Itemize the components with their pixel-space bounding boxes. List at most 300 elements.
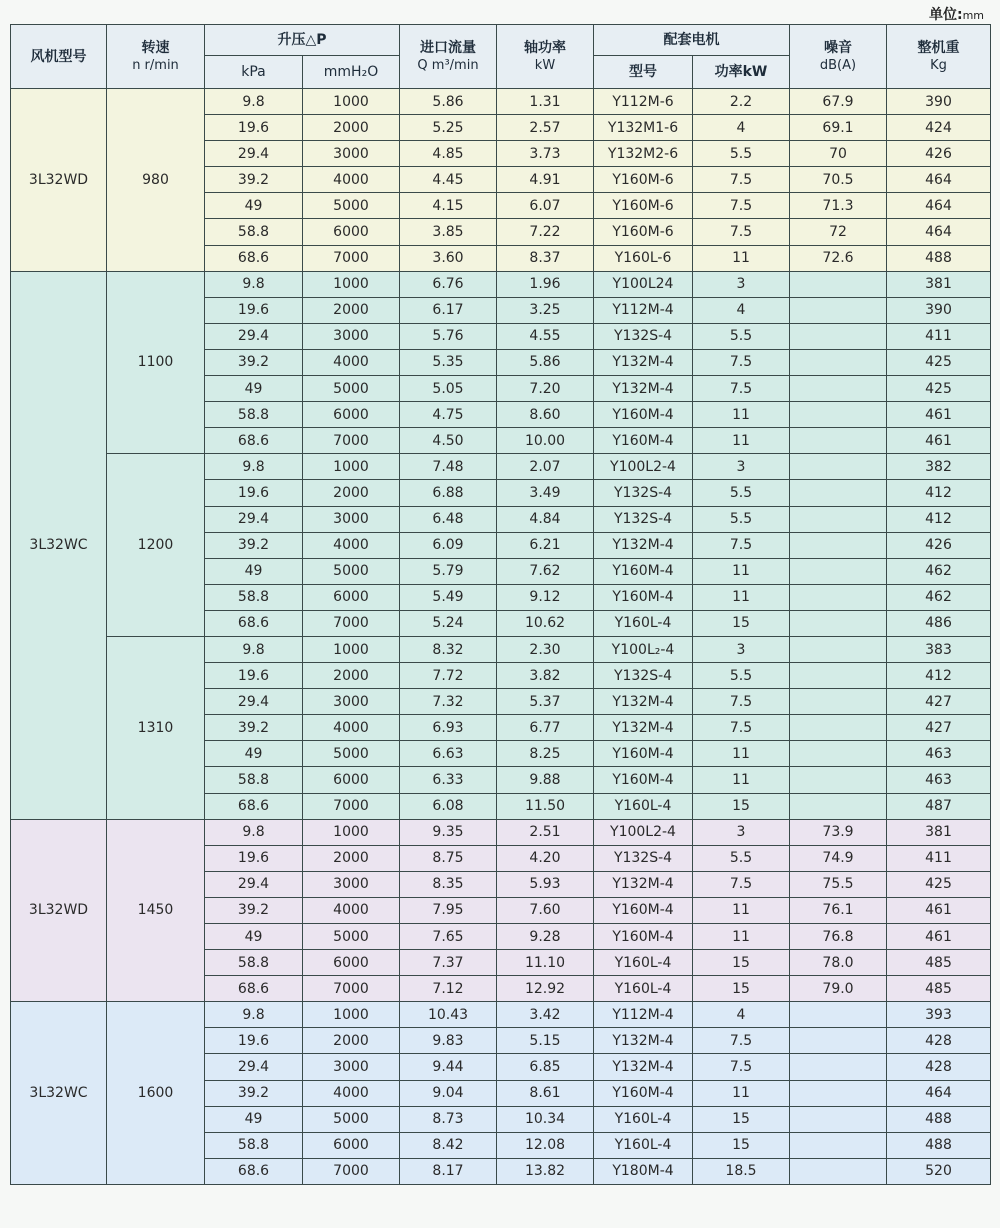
header-weight: 整机重 Kg bbox=[887, 25, 991, 89]
cell-shaft-power: 7.62 bbox=[497, 558, 594, 584]
cell-flow: 6.63 bbox=[400, 741, 497, 767]
cell-motor-power: 4 bbox=[693, 115, 790, 141]
cell-shaft-power: 1.31 bbox=[497, 89, 594, 115]
cell-pressure-mmh2o: 6000 bbox=[303, 584, 400, 610]
cell-noise bbox=[790, 1080, 887, 1106]
cell-pressure-kpa: 58.8 bbox=[205, 584, 303, 610]
cell-shaft-power: 8.37 bbox=[497, 245, 594, 271]
cell-weight: 390 bbox=[887, 89, 991, 115]
cell-shaft-power: 8.61 bbox=[497, 1080, 594, 1106]
cell-weight: 393 bbox=[887, 1002, 991, 1028]
cell-weight: 463 bbox=[887, 741, 991, 767]
cell-motor-power: 5.5 bbox=[693, 845, 790, 871]
cell-shaft-power: 10.00 bbox=[497, 428, 594, 454]
cell-weight: 461 bbox=[887, 897, 991, 923]
cell-motor-model: Y160M-4 bbox=[594, 897, 693, 923]
header-motor: 配套电机 bbox=[594, 25, 790, 56]
cell-flow: 6.09 bbox=[400, 532, 497, 558]
cell-pressure-mmh2o: 6000 bbox=[303, 1132, 400, 1158]
header-noise: 噪音 dB(A) bbox=[790, 25, 887, 89]
cell-weight: 461 bbox=[887, 402, 991, 428]
cell-motor-model: Y160M-4 bbox=[594, 428, 693, 454]
cell-pressure-kpa: 39.2 bbox=[205, 897, 303, 923]
header-speed: 转速 n r/min bbox=[107, 25, 205, 89]
cell-flow: 7.48 bbox=[400, 454, 497, 480]
cell-weight: 381 bbox=[887, 271, 991, 297]
cell-motor-power: 15 bbox=[693, 793, 790, 819]
cell-pressure-kpa: 68.6 bbox=[205, 793, 303, 819]
cell-motor-model: Y112M-4 bbox=[594, 1002, 693, 1028]
cell-speed: 1100 bbox=[107, 271, 205, 454]
cell-speed: 980 bbox=[107, 89, 205, 272]
cell-motor-power: 7.5 bbox=[693, 689, 790, 715]
cell-flow: 6.93 bbox=[400, 715, 497, 741]
cell-noise: 76.8 bbox=[790, 924, 887, 950]
cell-flow: 3.60 bbox=[400, 245, 497, 271]
cell-motor-power: 15 bbox=[693, 976, 790, 1002]
cell-flow: 5.05 bbox=[400, 376, 497, 402]
cell-pressure-kpa: 19.6 bbox=[205, 845, 303, 871]
header-pressure: 升压△P bbox=[205, 25, 400, 56]
cell-weight: 382 bbox=[887, 454, 991, 480]
cell-motor-power: 7.5 bbox=[693, 219, 790, 245]
cell-pressure-mmh2o: 6000 bbox=[303, 950, 400, 976]
cell-shaft-power: 9.12 bbox=[497, 584, 594, 610]
cell-motor-model: Y160L-4 bbox=[594, 610, 693, 636]
cell-pressure-mmh2o: 1000 bbox=[303, 89, 400, 115]
cell-weight: 424 bbox=[887, 115, 991, 141]
cell-model: 3L32WC bbox=[11, 271, 107, 819]
cell-motor-model: Y112M-6 bbox=[594, 89, 693, 115]
cell-shaft-power: 5.86 bbox=[497, 349, 594, 375]
cell-pressure-kpa: 68.6 bbox=[205, 976, 303, 1002]
cell-motor-model: Y160M-4 bbox=[594, 558, 693, 584]
cell-flow: 5.86 bbox=[400, 89, 497, 115]
cell-speed: 1310 bbox=[107, 636, 205, 819]
cell-noise bbox=[790, 271, 887, 297]
cell-motor-power: 2.2 bbox=[693, 89, 790, 115]
cell-motor-model: Y132S-4 bbox=[594, 663, 693, 689]
cell-shaft-power: 3.82 bbox=[497, 663, 594, 689]
cell-pressure-mmh2o: 6000 bbox=[303, 767, 400, 793]
cell-weight: 412 bbox=[887, 506, 991, 532]
cell-pressure-kpa: 39.2 bbox=[205, 167, 303, 193]
cell-pressure-kpa: 68.6 bbox=[205, 610, 303, 636]
cell-motor-model: Y132S-4 bbox=[594, 323, 693, 349]
cell-shaft-power: 8.60 bbox=[497, 402, 594, 428]
cell-weight: 425 bbox=[887, 871, 991, 897]
cell-motor-model: Y132S-4 bbox=[594, 845, 693, 871]
cell-flow: 10.43 bbox=[400, 1002, 497, 1028]
cell-weight: 486 bbox=[887, 610, 991, 636]
cell-pressure-kpa: 29.4 bbox=[205, 689, 303, 715]
cell-flow: 6.17 bbox=[400, 297, 497, 323]
cell-shaft-power: 9.88 bbox=[497, 767, 594, 793]
cell-model: 3L32WD bbox=[11, 89, 107, 272]
cell-flow: 9.83 bbox=[400, 1028, 497, 1054]
cell-pressure-kpa: 9.8 bbox=[205, 636, 303, 662]
cell-motor-model: Y160M-4 bbox=[594, 924, 693, 950]
cell-motor-power: 11 bbox=[693, 1080, 790, 1106]
cell-weight: 462 bbox=[887, 558, 991, 584]
cell-flow: 3.85 bbox=[400, 219, 497, 245]
cell-motor-power: 5.5 bbox=[693, 506, 790, 532]
cell-pressure-kpa: 58.8 bbox=[205, 402, 303, 428]
cell-noise bbox=[790, 584, 887, 610]
cell-noise bbox=[790, 428, 887, 454]
table-row bbox=[11, 454, 991, 480]
cell-pressure-kpa: 19.6 bbox=[205, 1028, 303, 1054]
cell-weight: 426 bbox=[887, 141, 991, 167]
cell-pressure-mmh2o: 5000 bbox=[303, 1106, 400, 1132]
cell-noise bbox=[790, 1132, 887, 1158]
cell-motor-model: Y112M-4 bbox=[594, 297, 693, 323]
cell-pressure-kpa: 58.8 bbox=[205, 1132, 303, 1158]
cell-weight: 425 bbox=[887, 376, 991, 402]
table-body bbox=[11, 89, 991, 1185]
cell-motor-power: 11 bbox=[693, 584, 790, 610]
cell-motor-power: 11 bbox=[693, 767, 790, 793]
cell-flow: 5.79 bbox=[400, 558, 497, 584]
cell-weight: 428 bbox=[887, 1028, 991, 1054]
cell-shaft-power: 3.73 bbox=[497, 141, 594, 167]
cell-motor-model: Y132M2-6 bbox=[594, 141, 693, 167]
cell-flow: 8.17 bbox=[400, 1158, 497, 1184]
cell-pressure-mmh2o: 3000 bbox=[303, 871, 400, 897]
cell-weight: 488 bbox=[887, 1106, 991, 1132]
cell-pressure-kpa: 29.4 bbox=[205, 1054, 303, 1080]
cell-shaft-power: 6.21 bbox=[497, 532, 594, 558]
cell-flow: 7.12 bbox=[400, 976, 497, 1002]
cell-flow: 7.65 bbox=[400, 924, 497, 950]
cell-pressure-mmh2o: 7000 bbox=[303, 1158, 400, 1184]
cell-flow: 4.50 bbox=[400, 428, 497, 454]
cell-noise bbox=[790, 1158, 887, 1184]
cell-flow: 8.75 bbox=[400, 845, 497, 871]
cell-motor-power: 11 bbox=[693, 428, 790, 454]
cell-shaft-power: 4.91 bbox=[497, 167, 594, 193]
cell-shaft-power: 10.34 bbox=[497, 1106, 594, 1132]
cell-weight: 464 bbox=[887, 167, 991, 193]
cell-speed: 1450 bbox=[107, 819, 205, 1002]
cell-pressure-mmh2o: 4000 bbox=[303, 897, 400, 923]
cell-pressure-kpa: 9.8 bbox=[205, 271, 303, 297]
cell-noise bbox=[790, 558, 887, 584]
cell-pressure-kpa: 9.8 bbox=[205, 89, 303, 115]
cell-weight: 488 bbox=[887, 245, 991, 271]
cell-shaft-power: 6.85 bbox=[497, 1054, 594, 1080]
cell-pressure-kpa: 29.4 bbox=[205, 323, 303, 349]
cell-motor-power: 4 bbox=[693, 1002, 790, 1028]
cell-shaft-power: 7.60 bbox=[497, 897, 594, 923]
cell-pressure-mmh2o: 6000 bbox=[303, 219, 400, 245]
cell-flow: 6.48 bbox=[400, 506, 497, 532]
cell-pressure-kpa: 29.4 bbox=[205, 141, 303, 167]
cell-noise bbox=[790, 636, 887, 662]
cell-shaft-power: 7.20 bbox=[497, 376, 594, 402]
cell-pressure-mmh2o: 6000 bbox=[303, 402, 400, 428]
cell-pressure-kpa: 49 bbox=[205, 193, 303, 219]
cell-weight: 411 bbox=[887, 323, 991, 349]
cell-shaft-power: 5.37 bbox=[497, 689, 594, 715]
cell-pressure-kpa: 19.6 bbox=[205, 663, 303, 689]
cell-noise bbox=[790, 715, 887, 741]
cell-weight: 383 bbox=[887, 636, 991, 662]
cell-pressure-kpa: 39.2 bbox=[205, 1080, 303, 1106]
cell-shaft-power: 8.25 bbox=[497, 741, 594, 767]
cell-motor-model: Y132M-4 bbox=[594, 1054, 693, 1080]
cell-pressure-mmh2o: 5000 bbox=[303, 558, 400, 584]
cell-noise: 76.1 bbox=[790, 897, 887, 923]
cell-pressure-kpa: 9.8 bbox=[205, 819, 303, 845]
cell-noise bbox=[790, 323, 887, 349]
cell-weight: 488 bbox=[887, 1132, 991, 1158]
cell-weight: 426 bbox=[887, 532, 991, 558]
cell-pressure-mmh2o: 1000 bbox=[303, 271, 400, 297]
cell-noise bbox=[790, 532, 887, 558]
cell-flow: 4.75 bbox=[400, 402, 497, 428]
cell-pressure-mmh2o: 4000 bbox=[303, 1080, 400, 1106]
cell-shaft-power: 2.30 bbox=[497, 636, 594, 662]
cell-pressure-kpa: 39.2 bbox=[205, 715, 303, 741]
cell-pressure-mmh2o: 5000 bbox=[303, 741, 400, 767]
header-model: 风机型号 bbox=[11, 25, 107, 89]
cell-shaft-power: 2.57 bbox=[497, 115, 594, 141]
cell-motor-power: 7.5 bbox=[693, 715, 790, 741]
cell-noise bbox=[790, 1106, 887, 1132]
cell-pressure-mmh2o: 1000 bbox=[303, 1002, 400, 1028]
cell-noise bbox=[790, 1028, 887, 1054]
cell-pressure-mmh2o: 2000 bbox=[303, 1028, 400, 1054]
cell-pressure-kpa: 58.8 bbox=[205, 767, 303, 793]
cell-flow: 7.32 bbox=[400, 689, 497, 715]
header-pressure-kpa: kPa bbox=[205, 56, 303, 89]
cell-noise bbox=[790, 689, 887, 715]
cell-shaft-power: 4.20 bbox=[497, 845, 594, 871]
cell-shaft-power: 7.22 bbox=[497, 219, 594, 245]
cell-noise bbox=[790, 1002, 887, 1028]
cell-motor-model: Y160L-4 bbox=[594, 976, 693, 1002]
cell-flow: 5.25 bbox=[400, 115, 497, 141]
cell-motor-model: Y160M-6 bbox=[594, 193, 693, 219]
cell-flow: 8.32 bbox=[400, 636, 497, 662]
cell-pressure-kpa: 9.8 bbox=[205, 454, 303, 480]
cell-flow: 9.04 bbox=[400, 1080, 497, 1106]
cell-noise bbox=[790, 376, 887, 402]
cell-pressure-kpa: 68.6 bbox=[205, 428, 303, 454]
cell-motor-power: 11 bbox=[693, 402, 790, 428]
cell-shaft-power: 5.15 bbox=[497, 1028, 594, 1054]
cell-noise bbox=[790, 1054, 887, 1080]
cell-pressure-kpa: 49 bbox=[205, 376, 303, 402]
cell-pressure-mmh2o: 3000 bbox=[303, 1054, 400, 1080]
cell-shaft-power: 4.55 bbox=[497, 323, 594, 349]
cell-motor-power: 11 bbox=[693, 924, 790, 950]
cell-noise: 70.5 bbox=[790, 167, 887, 193]
cell-weight: 412 bbox=[887, 663, 991, 689]
cell-flow: 4.45 bbox=[400, 167, 497, 193]
cell-weight: 425 bbox=[887, 349, 991, 375]
cell-pressure-mmh2o: 7000 bbox=[303, 976, 400, 1002]
cell-flow: 8.73 bbox=[400, 1106, 497, 1132]
cell-noise bbox=[790, 402, 887, 428]
cell-weight: 412 bbox=[887, 480, 991, 506]
cell-weight: 428 bbox=[887, 1054, 991, 1080]
cell-noise bbox=[790, 349, 887, 375]
cell-pressure-mmh2o: 2000 bbox=[303, 115, 400, 141]
cell-motor-power: 7.5 bbox=[693, 376, 790, 402]
cell-shaft-power: 6.77 bbox=[497, 715, 594, 741]
cell-motor-power: 7.5 bbox=[693, 1028, 790, 1054]
cell-pressure-kpa: 49 bbox=[205, 741, 303, 767]
cell-flow: 8.42 bbox=[400, 1132, 497, 1158]
header-motor-model: 型号 bbox=[594, 56, 693, 89]
cell-pressure-mmh2o: 4000 bbox=[303, 349, 400, 375]
cell-noise: 78.0 bbox=[790, 950, 887, 976]
cell-motor-model: Y132M-4 bbox=[594, 871, 693, 897]
cell-model: 3L32WD bbox=[11, 819, 107, 1002]
cell-flow: 7.95 bbox=[400, 897, 497, 923]
cell-shaft-power: 2.07 bbox=[497, 454, 594, 480]
cell-pressure-mmh2o: 5000 bbox=[303, 924, 400, 950]
cell-pressure-mmh2o: 4000 bbox=[303, 167, 400, 193]
cell-motor-model: Y160M-6 bbox=[594, 219, 693, 245]
table-row bbox=[11, 89, 991, 115]
cell-motor-power: 3 bbox=[693, 271, 790, 297]
cell-flow: 7.72 bbox=[400, 663, 497, 689]
cell-pressure-kpa: 19.6 bbox=[205, 297, 303, 323]
cell-weight: 462 bbox=[887, 584, 991, 610]
cell-pressure-kpa: 68.6 bbox=[205, 245, 303, 271]
cell-motor-model: Y180M-4 bbox=[594, 1158, 693, 1184]
cell-motor-model: Y160L-4 bbox=[594, 1132, 693, 1158]
cell-pressure-mmh2o: 3000 bbox=[303, 506, 400, 532]
cell-shaft-power: 11.50 bbox=[497, 793, 594, 819]
cell-weight: 464 bbox=[887, 193, 991, 219]
cell-pressure-mmh2o: 1000 bbox=[303, 454, 400, 480]
cell-weight: 464 bbox=[887, 1080, 991, 1106]
cell-noise bbox=[790, 610, 887, 636]
cell-motor-model: Y132M-4 bbox=[594, 532, 693, 558]
cell-motor-power: 5.5 bbox=[693, 480, 790, 506]
cell-pressure-mmh2o: 3000 bbox=[303, 141, 400, 167]
cell-flow: 9.44 bbox=[400, 1054, 497, 1080]
cell-noise bbox=[790, 663, 887, 689]
cell-motor-power: 15 bbox=[693, 1106, 790, 1132]
cell-motor-power: 15 bbox=[693, 1132, 790, 1158]
cell-shaft-power: 10.62 bbox=[497, 610, 594, 636]
cell-weight: 390 bbox=[887, 297, 991, 323]
cell-weight: 487 bbox=[887, 793, 991, 819]
cell-noise bbox=[790, 793, 887, 819]
cell-pressure-kpa: 9.8 bbox=[205, 1002, 303, 1028]
cell-pressure-mmh2o: 1000 bbox=[303, 819, 400, 845]
cell-noise: 70 bbox=[790, 141, 887, 167]
cell-speed: 1200 bbox=[107, 454, 205, 637]
cell-motor-model: Y132M-4 bbox=[594, 376, 693, 402]
cell-pressure-mmh2o: 4000 bbox=[303, 532, 400, 558]
cell-weight: 463 bbox=[887, 767, 991, 793]
cell-pressure-kpa: 49 bbox=[205, 924, 303, 950]
cell-noise bbox=[790, 480, 887, 506]
cell-shaft-power: 1.96 bbox=[497, 271, 594, 297]
cell-shaft-power: 12.08 bbox=[497, 1132, 594, 1158]
cell-pressure-kpa: 68.6 bbox=[205, 1158, 303, 1184]
cell-motor-power: 7.5 bbox=[693, 871, 790, 897]
cell-motor-power: 4 bbox=[693, 297, 790, 323]
cell-motor-model: Y100L2-4 bbox=[594, 819, 693, 845]
header-shaft-power: 轴功率 kW bbox=[497, 25, 594, 89]
table-row bbox=[11, 819, 991, 845]
cell-motor-model: Y132M-4 bbox=[594, 349, 693, 375]
cell-noise: 75.5 bbox=[790, 871, 887, 897]
cell-flow: 6.76 bbox=[400, 271, 497, 297]
cell-motor-model: Y160L-4 bbox=[594, 793, 693, 819]
cell-pressure-mmh2o: 2000 bbox=[303, 297, 400, 323]
cell-pressure-mmh2o: 5000 bbox=[303, 376, 400, 402]
cell-pressure-kpa: 19.6 bbox=[205, 480, 303, 506]
cell-motor-power: 3 bbox=[693, 819, 790, 845]
cell-weight: 464 bbox=[887, 219, 991, 245]
cell-noise bbox=[790, 767, 887, 793]
cell-motor-model: Y160L-4 bbox=[594, 950, 693, 976]
cell-motor-model: Y160M-4 bbox=[594, 767, 693, 793]
cell-pressure-kpa: 29.4 bbox=[205, 506, 303, 532]
cell-weight: 461 bbox=[887, 428, 991, 454]
cell-noise: 69.1 bbox=[790, 115, 887, 141]
cell-motor-model: Y132S-4 bbox=[594, 506, 693, 532]
cell-motor-power: 3 bbox=[693, 454, 790, 480]
cell-pressure-mmh2o: 5000 bbox=[303, 193, 400, 219]
cell-noise: 71.3 bbox=[790, 193, 887, 219]
cell-noise: 72 bbox=[790, 219, 887, 245]
cell-pressure-mmh2o: 1000 bbox=[303, 636, 400, 662]
cell-shaft-power: 13.82 bbox=[497, 1158, 594, 1184]
cell-motor-power: 11 bbox=[693, 558, 790, 584]
cell-shaft-power: 11.10 bbox=[497, 950, 594, 976]
cell-pressure-mmh2o: 2000 bbox=[303, 663, 400, 689]
cell-pressure-kpa: 58.8 bbox=[205, 950, 303, 976]
cell-pressure-kpa: 49 bbox=[205, 558, 303, 584]
cell-motor-model: Y132M-4 bbox=[594, 689, 693, 715]
cell-pressure-kpa: 39.2 bbox=[205, 532, 303, 558]
cell-motor-power: 11 bbox=[693, 897, 790, 923]
cell-motor-model: Y132M1-6 bbox=[594, 115, 693, 141]
cell-noise bbox=[790, 454, 887, 480]
cell-flow: 7.37 bbox=[400, 950, 497, 976]
cell-model: 3L32WC bbox=[11, 1002, 107, 1185]
cell-motor-model: Y132S-4 bbox=[594, 480, 693, 506]
cell-flow: 6.08 bbox=[400, 793, 497, 819]
cell-noise: 73.9 bbox=[790, 819, 887, 845]
table-row bbox=[11, 1002, 991, 1028]
cell-pressure-kpa: 19.6 bbox=[205, 115, 303, 141]
cell-motor-model: Y132M-4 bbox=[594, 1028, 693, 1054]
cell-noise: 79.0 bbox=[790, 976, 887, 1002]
cell-shaft-power: 3.25 bbox=[497, 297, 594, 323]
cell-motor-model: Y160L-4 bbox=[594, 1106, 693, 1132]
unit-label: 单位:mm bbox=[928, 7, 984, 23]
cell-speed: 1600 bbox=[107, 1002, 205, 1185]
cell-shaft-power: 4.84 bbox=[497, 506, 594, 532]
cell-pressure-mmh2o: 7000 bbox=[303, 428, 400, 454]
table-row bbox=[11, 636, 991, 662]
cell-motor-power: 5.5 bbox=[693, 663, 790, 689]
cell-motor-power: 3 bbox=[693, 636, 790, 662]
fan-spec-table bbox=[10, 24, 991, 1185]
cell-pressure-kpa: 58.8 bbox=[205, 219, 303, 245]
cell-motor-power: 11 bbox=[693, 741, 790, 767]
